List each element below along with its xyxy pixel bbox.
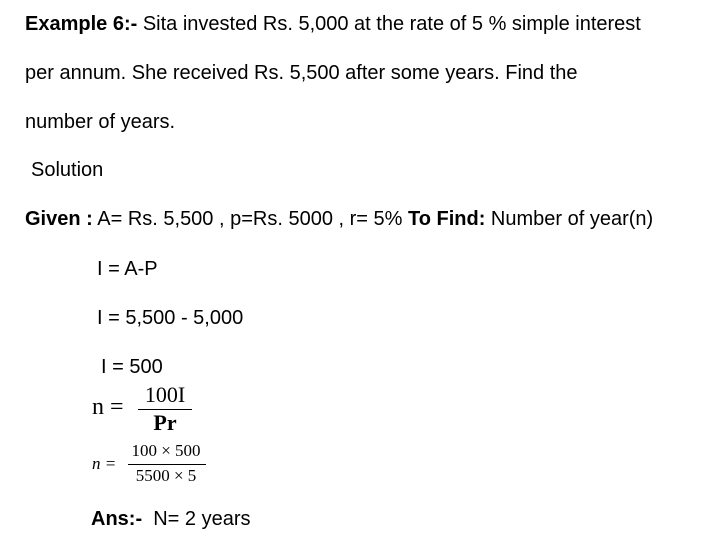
- example-line-2: per annum. She received Rs. 5,500 after some years. Find the: [25, 62, 578, 84]
- answer-label: Ans:-: [91, 508, 143, 530]
- example-text-1: Sita invested Rs. 5,000 at the rate of 5 % simple interest: [137, 13, 641, 35]
- given-line: [25, 207, 653, 231]
- to-find-text: Number of year(n): [485, 208, 654, 230]
- solution-heading: Solution: [31, 159, 104, 181]
- given-text: A= Rs. 5,500 , p=Rs. 5000 , r= 5%: [92, 208, 408, 230]
- step-2: I = 5,500 - 5,000: [97, 307, 244, 329]
- formula-2-bar: [128, 464, 206, 465]
- answer-text: N= 2 years: [142, 508, 251, 530]
- formula-2-denominator: 5500 × 5: [135, 466, 197, 485]
- answer-line: [91, 507, 251, 531]
- example-label: Example 6:-: [25, 13, 138, 35]
- given-label: Given :: [25, 208, 93, 230]
- step-1: I = A-P: [97, 258, 158, 280]
- formula-1: [92, 380, 212, 434]
- formula-2-lhs: n =: [92, 454, 117, 473]
- example-line-1: [25, 12, 641, 36]
- formula-2: [92, 438, 222, 490]
- formula-1-lhs: n =: [92, 394, 124, 420]
- formula-1-numerator: 100I: [144, 382, 186, 407]
- step-3: I = 500: [101, 356, 163, 378]
- example-line-3: number of years.: [25, 111, 176, 133]
- formula-2-numerator: 100 × 500: [131, 441, 201, 460]
- formula-1-denominator: Pr: [153, 410, 177, 435]
- to-find-label: To Find:: [407, 208, 486, 230]
